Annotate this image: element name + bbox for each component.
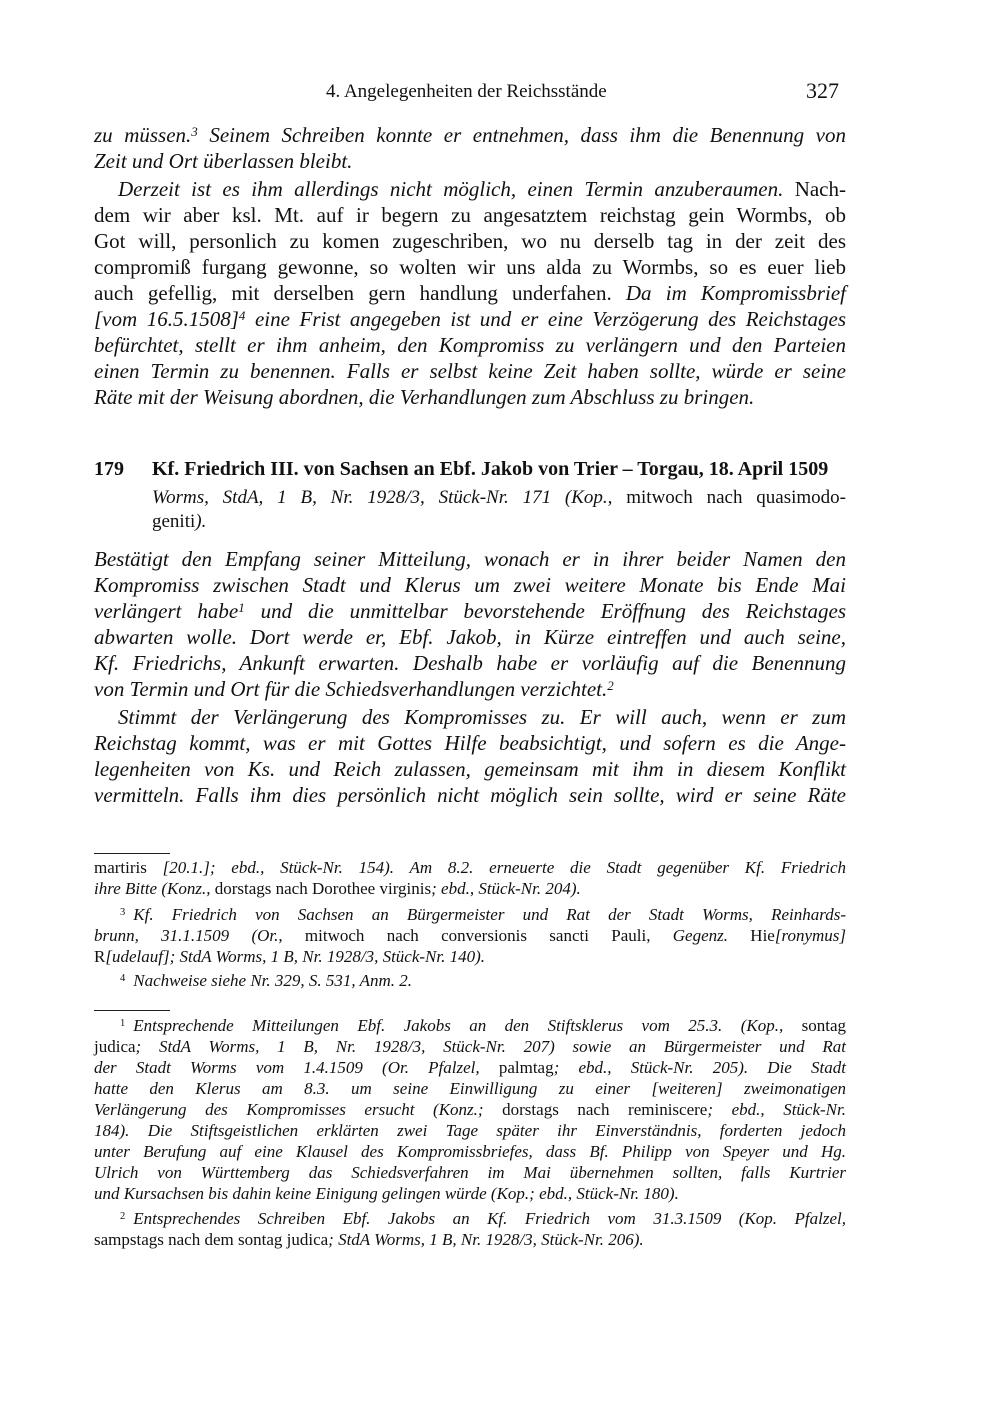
- text-fragment: Entsprechendes Schreiben Ebf. Jakobs an Kf. Friedrich vom 31.3.1509 (Kop. Pfalzel,: [133, 1209, 846, 1228]
- running-header-title: 4. Angelegenheiten der Reichsstände: [326, 81, 607, 102]
- text-fragment: Nachweise siehe Nr. 329, S. 531, Anm. 2.: [133, 971, 413, 990]
- citation-fragment: geniti: [152, 511, 196, 532]
- summary-line: legenheiten von Ks. und Reich zulassen, gemeinsam mit ihm in diesem Konflikt: [94, 757, 846, 781]
- text-fragment: sontag: [783, 1016, 846, 1035]
- text-fragment: R: [94, 947, 106, 966]
- summary-line: [94, 598, 846, 624]
- text-fragment: [udelauf]; StdA Worms, 1 B, Nr. 1928/3, Stück-Nr. 140).: [105, 947, 486, 966]
- quotation-line: dem wir aber ksl. Mt. auf ir begern zu angesatztem reichstag gein Wormbs, ob: [94, 203, 846, 227]
- source-citation-continued: [152, 510, 846, 534]
- quotation-line: compromiß furgang gewonne, so wolten wir uns alda zu Wormbs, so es euer lieb: [94, 255, 846, 279]
- quotation-line: Got will, personlich zu komen zugeschriben, wo nu derselb tag in der zeit des: [94, 229, 846, 253]
- footnote-marker: 3: [120, 907, 126, 919]
- text-fragment: ; ebd., Stück-Nr.: [707, 1100, 846, 1119]
- summary-line: Bestätigt den Empfang seiner Mitteilung, wonach er in ihrer beider Namen den: [94, 547, 846, 571]
- citation-fragment: mitwoch nach quasimodo-: [612, 487, 846, 508]
- text-fragment: ; StdA Worms, 1 B, Nr. 1928/3, Stück-Nr. 206).: [328, 1230, 644, 1249]
- footnote-marker: 2: [120, 1211, 126, 1223]
- text-fragment: der Stadt Worms vom 1.4.1509 (Or. Pfalzel,: [94, 1058, 480, 1077]
- text-fragment: [vom 16.5.1508]: [94, 307, 239, 331]
- text-fragment: Gegenz.: [650, 926, 728, 945]
- text-fragment: Da im Kompromissbrief: [611, 281, 846, 305]
- footnote-line: [94, 1099, 846, 1120]
- text-fragment: ; ebd., Stück-Nr. 205). Die Stadt: [553, 1058, 846, 1077]
- text-fragment: Kf. Friedrich von Sachsen an Bürgermeister und Rat der Stadt Worms, Reinhards-: [133, 905, 846, 924]
- text-line: [94, 176, 846, 202]
- text-fragment: verlängert habe: [94, 599, 239, 623]
- text-line: Räte mit der Weisung abordnen, die Verhandlungen zum Abschluss zu bringen.: [94, 385, 755, 409]
- text-fragment: und die unmittelbar bevorstehende Eröffnung des Reichstages: [244, 599, 847, 623]
- text-fragment: Verlängerung des Kompromisses ersucht (Konz.;: [94, 1100, 484, 1119]
- text-fragment: Nach-: [783, 177, 846, 201]
- footnote-line: [94, 857, 846, 878]
- text-fragment: Hie: [728, 926, 775, 945]
- footnote-4: [94, 970, 846, 991]
- summary-line: Kompromiss zwischen Stadt und Klerus um zwei weitere Monate bis Ende Mai: [94, 573, 846, 597]
- text-fragment: Derzeit ist es ihm allerdings nicht möglich, einen Termin anzuberaumen.: [118, 177, 784, 201]
- text-fragment: ihre Bitte (Konz.,: [94, 879, 211, 898]
- text-line: [94, 280, 846, 306]
- summary-line: abwarten wolle. Dort werde er, Ebf. Jakob, in Kürze eintreffen und auch seine,: [94, 625, 846, 649]
- text-fragment: [20.1.]; ebd., Stück-Nr. 154). Am 8.2. erneuerte die Stadt gegenüber Kf. Friedrich: [146, 858, 846, 877]
- footnote-line: [94, 1057, 846, 1078]
- source-citation: [152, 486, 846, 510]
- text-line: [94, 122, 846, 148]
- footnote-line: [94, 946, 846, 967]
- footnote-line: Ulrich von Württemberg das Schiedsverfahren im Mai übernehmen sollten, falls Kurtrier: [94, 1163, 846, 1182]
- text-fragment: dorstags nach reminiscere: [483, 1100, 708, 1119]
- summary-line: Reichstag kommt, was er mit Gottes Hilfe beabsichtigt, und sofern es die Ange-: [94, 731, 846, 755]
- footnote-line: unter Berufung auf eine Klausel des Kompromissbriefes, dass Bf. Philipp von Speyer und Hg.: [94, 1142, 846, 1161]
- text-fragment: judica: [94, 1037, 136, 1056]
- text-fragment: ; ebd., Stück-Nr. 204).: [431, 879, 581, 898]
- text-fragment: von Termin und Ort für die Schiedsverhandlungen verzichtet.: [94, 677, 608, 701]
- citation-fragment: Worms, StdA, 1 B, Nr. 1928/3, Stück-Nr. 171 (Kop.,: [152, 487, 613, 508]
- footnote-line: [94, 1036, 846, 1057]
- footnote-rule: [94, 1010, 170, 1011]
- footnote-line: [94, 925, 846, 946]
- summary-line: Kf. Friedrichs, Ankunft erwarten. Deshalb habe er vorläufig auf die Benennung: [94, 651, 846, 675]
- text-fragment: dorstags nach Dorothee virginis: [210, 879, 432, 898]
- summary-line: vermitteln. Falls ihm dies persönlich nicht möglich sein sollte, wird er seine Räte: [94, 783, 846, 807]
- footnote-ref: 4: [238, 308, 246, 324]
- text-fragment: mitwoch nach conversionis sancti Pauli,: [282, 926, 651, 945]
- text-fragment: eine Frist angegeben ist und er eine Verzögerung des Reichstages: [245, 307, 846, 331]
- page-number: 327: [806, 78, 839, 103]
- footnote-marker: 4: [120, 973, 126, 985]
- footnote-marker: 1: [120, 1018, 126, 1030]
- footnote-line: hatte den Klerus am 8.3. um seine Einwilligung zu einer [weiteren] zweimonatigen: [94, 1079, 846, 1098]
- footnote-line: und Kursachsen bis dahin keine Einigung gelingen würde (Kop.; ebd., Stück-Nr. 180).: [94, 1184, 679, 1203]
- text-line: Zeit und Ort überlassen bleibt.: [94, 149, 353, 173]
- footnote-1: [94, 1015, 846, 1036]
- text-fragment: sampstags nach dem sontag judica: [94, 1230, 329, 1249]
- quotation-fragment: auch gefellig, mit derselben gern handlung underfahen.: [94, 281, 612, 305]
- footnote-2: [94, 1208, 846, 1229]
- text-fragment: ; StdA Worms, 1 B, Nr. 1928/3, Stück-Nr. 207) sowie an Bürgermeister und Rat: [135, 1037, 846, 1056]
- footnote-3: [94, 904, 846, 925]
- footnote-ref: 1: [238, 600, 245, 616]
- footnote-line: 184). Die Stiftsgeistlichen erklärten zwei Tage später ihr Einverständnis, forderten jedoch: [94, 1121, 846, 1140]
- text-line: befürchtet, stellt er ihm anheim, den Kompromiss zu verlängern und den Parteien: [94, 333, 846, 357]
- citation-fragment: ).: [195, 511, 207, 532]
- summary-line: [94, 676, 846, 702]
- text-line: [94, 306, 846, 332]
- text-fragment: brunn, 31.1.1509 (Or.,: [94, 926, 283, 945]
- document-title: Kf. Friedrich III. von Sachsen an Ebf. Jakob von Trier – Torgau, 18. April 1509: [152, 458, 829, 480]
- footnote-ref: 3: [191, 124, 198, 140]
- document-number: 179: [94, 458, 124, 480]
- footnote-line: [94, 1229, 846, 1250]
- text-fragment: zu müssen.: [94, 123, 192, 147]
- footnote-line: [94, 878, 846, 899]
- text-line: einen Termin zu benennen. Falls er selbst keine Zeit haben sollte, würde er seine: [94, 359, 846, 383]
- summary-line: Stimmt der Verlängerung des Kompromisses zu. Er will auch, wenn er zum: [118, 705, 846, 729]
- text-fragment: [ronymus]: [774, 926, 846, 945]
- footnote-rule: [94, 853, 170, 854]
- text-fragment: martiris: [94, 858, 147, 877]
- text-fragment: palmtag: [479, 1058, 554, 1077]
- text-fragment: Entsprechende Mitteilungen Ebf. Jakobs an den Stiftsklerus vom 25.3. (Kop.,: [133, 1016, 784, 1035]
- text-fragment: Seinem Schreiben konnte er entnehmen, dass ihm die Benennung von: [197, 123, 846, 147]
- footnote-ref: 2: [607, 678, 614, 694]
